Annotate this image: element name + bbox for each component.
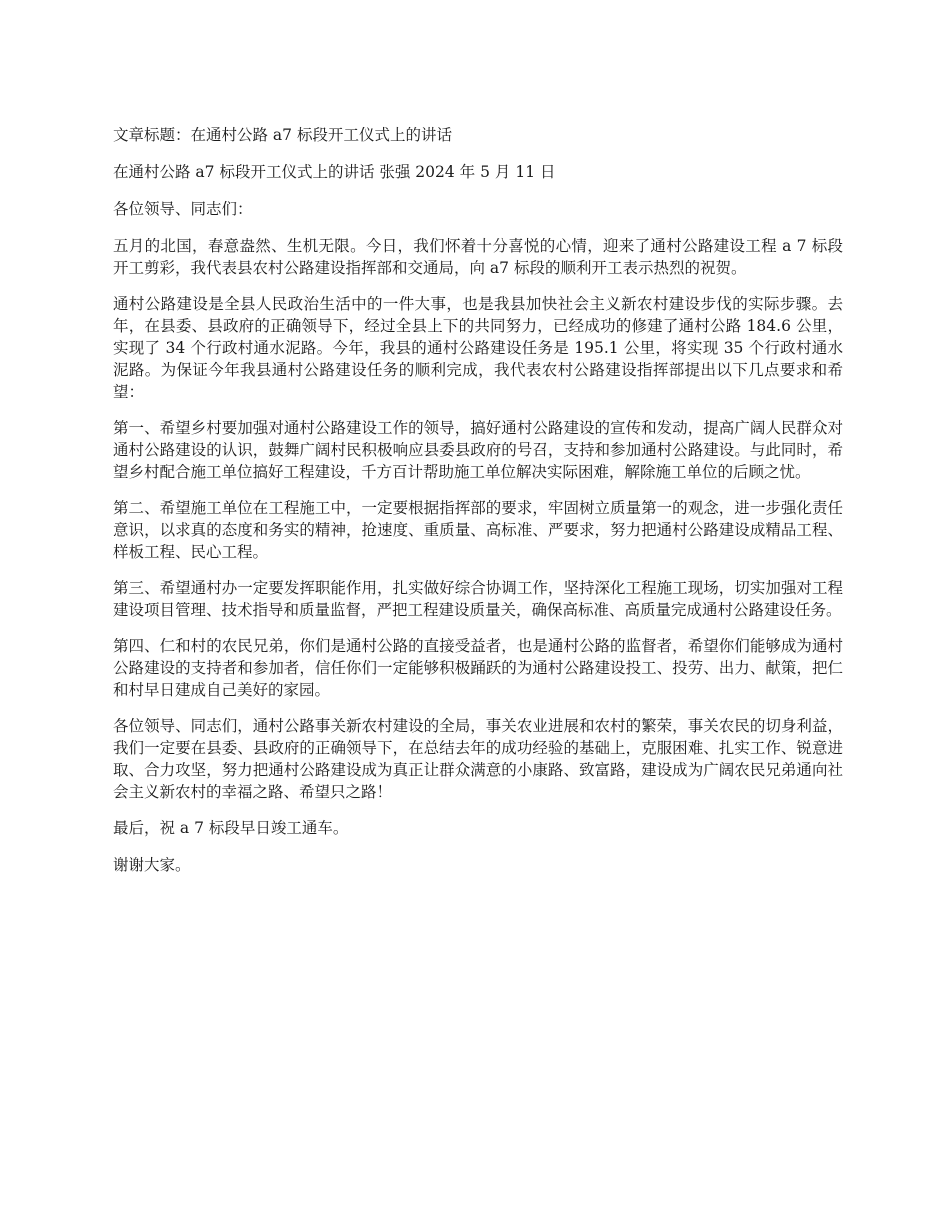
paragraph: 第三、希望通村办一定要发挥职能作用，扎实做好综合协调工作，坚持深化工程施工现场，切实加强对工程建设项目管理、技术指导和质量监督，严把工程建设质量关，确保高标准、高质量完成通村公路建设任务。	[113, 579, 843, 619]
document-page	[113, 124, 843, 891]
thanks: 谢谢大家。	[113, 856, 191, 874]
paragraph: 通村公路建设是全县人民政治生活中的一件大事，也是我县加快社会主义新农村建设步伐的实际步骤。去年，在县委、县政府的正确领导下，经过全县上下的共同努力，已经成功的修建了通村公路 184.6 公里，实现了 34 个行政村通水泥路。今年，我县的通村公路建设任务是 195.1 公里，将实现 35 个行政村通水泥路。为保证今年我县通村公路建设任务的顺利完成，我代表农村公路建设指挥部提出以下几点要求和希望：	[113, 295, 843, 401]
paragraph: 第四、仁和村的农民兄弟，你们是通村公路的直接受益者，也是通村公路的监督者，希望你们能够成为通村公路建设的支持者和参加者，信任你们一定能够积极踊跃的为通村公路建设投工、投劳、出力、献策，把仁和村早日建成自己美好的家园。	[113, 637, 843, 699]
paragraph: 五月的北国，春意盎然、生机无限。今日，我们怀着十分喜悦的心情，迎来了通村公路建设工程 a 7 标段开工剪彩，我代表县农村公路建设指挥部和交通局，向 a7 标段的顺利开工表示热烈的祝贺。	[113, 237, 843, 277]
paragraph: 各位领导、同志们，通村公路事关新农村建设的全局，事关农业进展和农村的繁荣，事关农民的切身利益，我们一定要在县委、县政府的正确领导下，在总结去年的成功经验的基础上，克服困难、扎实工作、锐意进取、合力攻坚，努力把通村公路建设成为真正让群众满意的小康路、致富路，建设成为广阔农民兄弟通向社会主义新农村的幸福之路、希望只之路！	[113, 717, 843, 801]
article-title: 文章标题：在通村公路 a7 标段开工仪式上的讲话	[113, 126, 452, 144]
byline: 在通村公路 a7 标段开工仪式上的讲话 张强 2024 年 5 月 11 日	[113, 163, 556, 181]
closing-wish: 最后，祝 a 7 标段早日竣工通车。	[113, 819, 349, 837]
salutation: 各位领导、同志们：	[113, 200, 253, 218]
paragraph: 第二、希望施工单位在工程施工中，一定要根据指挥部的要求，牢固树立质量第一的观念，进一步强化责任意识，以求真的态度和务实的精神，抢速度、重质量、高标准、严要求，努力把通村公路建设成精品工程、样板工程、民心工程。	[113, 499, 843, 561]
paragraph: 第一、希望乡村要加强对通村公路建设工作的领导，搞好通村公路建设的宣传和发动，提高广阔人民群众对通村公路建设的认识，鼓舞广阔村民积极响应县委县政府的号召，支持和参加通村公路建设。与此同时，希望乡村配合施工单位搞好工程建设，千方百计帮助施工单位解决实际困难，解除施工单位的后顾之忧。	[113, 419, 843, 481]
